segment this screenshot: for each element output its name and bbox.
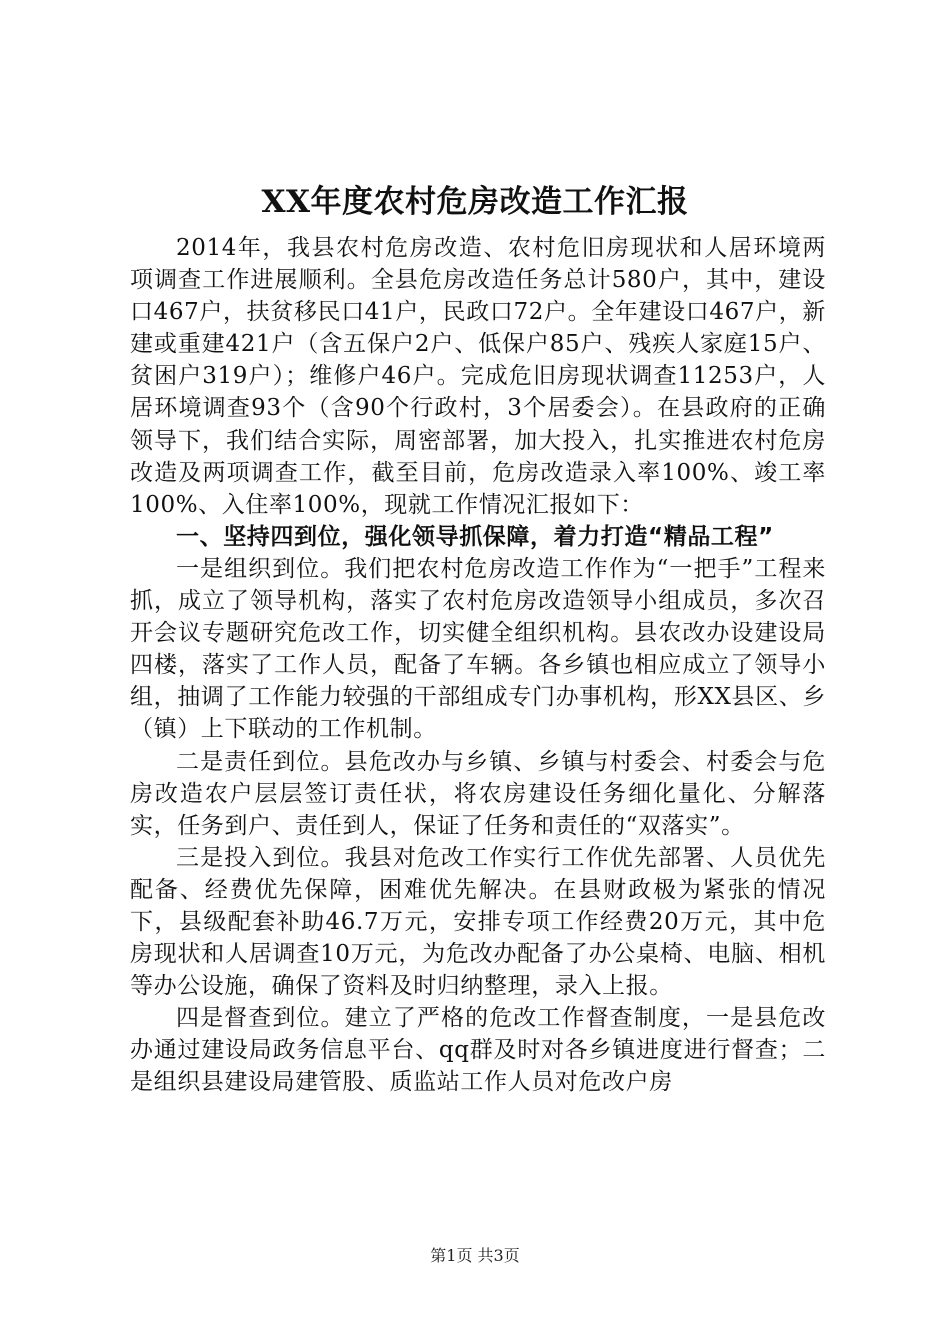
page-number-footer: 第1页 共3页 (430, 1246, 520, 1265)
paragraph-organization: 一是组织到位。我们把农村危房改造工作作为“一把手”工程来抓，成立了领导机构，落实了农村危房改造领导小组成员，多次召开会议专题研究危改工作，切实健全组织机构。县农改办设建设局四楼，落实了工作人员，配备了车辆。各乡镇也相应成立了领导小组，抽调了工作能力较强的干部组成专门办事机构，形XX县区、乡（镇）上下联动的工作机制。 (130, 555, 826, 743)
paragraph-supervision: 四是督查到位。建立了严格的危改工作督查制度，一是县危改办通过建设局政务信息平台、qq群及时对各乡镇进度进行督查；二是组织县建设局建管股、质监站工作人员对危改户房 (130, 1005, 826, 1096)
section-heading: 一、坚持四到位，强化领导抓保障，着力打造“精品工程” (176, 523, 774, 550)
paragraph-responsibility: 二是责任到位。县危改办与乡镇、乡镇与村委会、村委会与危房改造农户层层签订责任状，将农房建设任务细化量化、分解落实，任务到户、责任到人，保证了任务和责任的“双落实”。 (130, 748, 826, 839)
document-title: XX年度农村危房改造工作汇报 (261, 184, 689, 220)
intro-paragraph: 2014年，我县农村危房改造、农村危旧房现状和人居环境两项调查工作进展顺利。全县危房改造任务总计580户，其中，建设口467户，扶贫移民口41户，民政口72户。全年建设口467户，新建或重建421户（含五保户2户、低保户85户、残疾人家庭15户、贫困户319户）；维修户46户。完成危旧房现状调查11253户，人居环境调查93个（含90个行政村，3个居委会）。在县政府的正确领导下，我们结合实际，周密部署，加大投入，扎实推进农村危房改造及两项调查工作，截至目前，危房改造录入率100%、竣工率100%、入住率100%，现就工作情况汇报如下： (130, 235, 826, 518)
paragraph-investment: 三是投入到位。我县对危改工作实行工作优先部署、人员优先配备、经费优先保障，困难优先解决。在县财政极为紧张的情况下，县级配套补助46.7万元，安排专项工作经费20万元，其中危房现状和人居调查10万元，为危改办配备了办公桌椅、电脑、相机等办公设施，确保了资料及时归纳整理，录入上报。 (130, 844, 826, 1000)
document-body (130, 232, 826, 1099)
